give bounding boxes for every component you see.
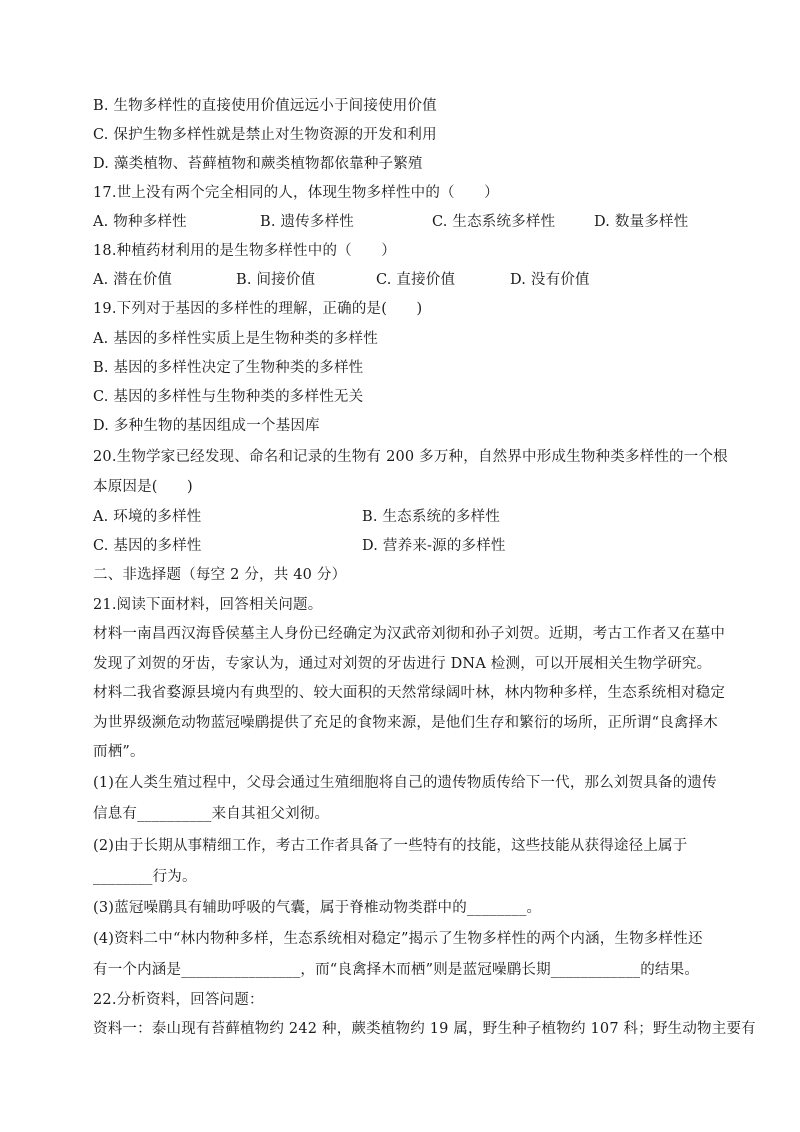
q17-stem: 17.世上没有两个完全相同的人，体现生物多样性中的（ ） bbox=[93, 185, 499, 201]
q16-option-b: B. 生物多样性的直接使用价值远远小于间接使用价值 bbox=[93, 98, 437, 114]
q21-material1-line2: 发现了刘贺的牙齿，专家认为，通过对刘贺的牙齿进行 DNA 检测，可以开展相关生物学研究。 bbox=[93, 656, 712, 672]
q18-stem: 18.种植药材利用的是生物多样性中的（ ） bbox=[93, 243, 396, 259]
q20-options-row2 bbox=[93, 537, 713, 555]
q20-stem-line1: 20.生物学家已经发现、命名和记录的生物有 200 多万种，自然界中形成生物种类多样性的一个根 bbox=[93, 449, 728, 465]
q18-option-b: B. 间接价值 bbox=[236, 272, 316, 288]
q20-option-b: B. 生态系统的多样性 bbox=[362, 509, 501, 525]
q17-options bbox=[93, 213, 713, 231]
q16-option-c: C. 保护生物多样性就是禁止对生物资源的开发和利用 bbox=[93, 127, 437, 143]
q18-option-d: D. 没有价值 bbox=[510, 272, 590, 288]
q21-sub2-line1: (2)由于长期从事精细工作，考古工作者具备了一些特有的技能，这些技能从获得途径上属于 bbox=[93, 838, 688, 854]
q22-material1-line1: 资料一：泰山现有苔藓植物约 242 种，蕨类植物约 19 属，野生种子植物约 107 科；野生动物主要有 bbox=[93, 1021, 756, 1037]
q21-material2-line2: 为世界级濒危动物蓝冠噪鹛提供了充足的食物来源，是他们生存和繁衍的场所，正所谓“良禽择木 bbox=[93, 715, 719, 731]
q20-option-c: C. 基因的多样性 bbox=[93, 538, 202, 554]
q17-option-c: C. 生态系统多样性 bbox=[432, 214, 556, 230]
q21-stem: 21.阅读下面材料，回答相关问题。 bbox=[93, 597, 323, 613]
q17-option-b: B. 遗传多样性 bbox=[260, 214, 354, 230]
q19-stem: 19.下列对于基因的多样性的理解，正确的是( ) bbox=[93, 301, 423, 317]
q20-options-row1 bbox=[93, 508, 713, 526]
q21-material1-line1: 材料一南昌西汉海昏侯墓主人身份已经确定为汉武帝刘彻和孙子刘贺。近期，考古工作者又在墓中 bbox=[93, 626, 726, 642]
q21-material2-line1: 材料二我省婺源县境内有典型的、较大面积的天然常绿阔叶林，林内物种多样，生态系统相对稳定 bbox=[93, 685, 726, 701]
q21-material2-line3: 而栖”。 bbox=[93, 744, 145, 760]
q18-options bbox=[93, 271, 713, 289]
q21-sub2-line2: ________行为。 bbox=[93, 869, 197, 885]
q18-option-a: A. 潜在价值 bbox=[93, 272, 173, 288]
q18-option-c: C. 直接价值 bbox=[376, 272, 456, 288]
q19-option-d: D. 多种生物的基因组成一个基因库 bbox=[93, 418, 320, 434]
q17-option-a: A. 物种多样性 bbox=[93, 214, 187, 230]
q21-sub3: (3)蓝冠噪鹛具有辅助呼吸的气囊，属于脊椎动物类群中的________。 bbox=[93, 900, 542, 916]
q19-option-b: B. 基因的多样性决定了生物种类的多样性 bbox=[93, 360, 364, 376]
q19-option-c: C. 基因的多样性与生物种类的多样性无关 bbox=[93, 389, 364, 405]
q21-sub4-line1: (4)资料二中“林内物种多样，生态系统相对稳定”揭示了生物多样性的两个内涵，生物多样性还 bbox=[93, 931, 703, 947]
q21-sub1-line1: (1)在人类生殖过程中，父母会通过生殖细胞将自己的遗传物质传给下一代，那么刘贺具备的遗传 bbox=[93, 775, 717, 791]
q20-option-a: A. 环境的多样性 bbox=[93, 509, 202, 525]
q20-option-d: D. 营养来-源的多样性 bbox=[362, 538, 506, 554]
q21-sub1-line2: 信息有__________来自其祖父刘彻。 bbox=[93, 806, 330, 822]
q19-option-a: A. 基因的多样性实质上是生物种类的多样性 bbox=[93, 331, 378, 347]
q20-stem-line2: 本原因是( ) bbox=[93, 479, 193, 495]
q17-option-d: D. 数量多样性 bbox=[594, 214, 689, 230]
section-heading: 二、非选择题（每空 2 分，共 40 分） bbox=[93, 567, 347, 583]
q16-option-d: D. 藻类植物、苔藓植物和蕨类植物都依靠种子繁殖 bbox=[93, 156, 423, 172]
q21-sub4-line2: 有一个内涵是________________，而“良禽择木而栖”则是蓝冠噪鹛长期____________的结果。 bbox=[93, 962, 700, 978]
q22-stem: 22.分析资料，回答问题： bbox=[93, 992, 264, 1008]
